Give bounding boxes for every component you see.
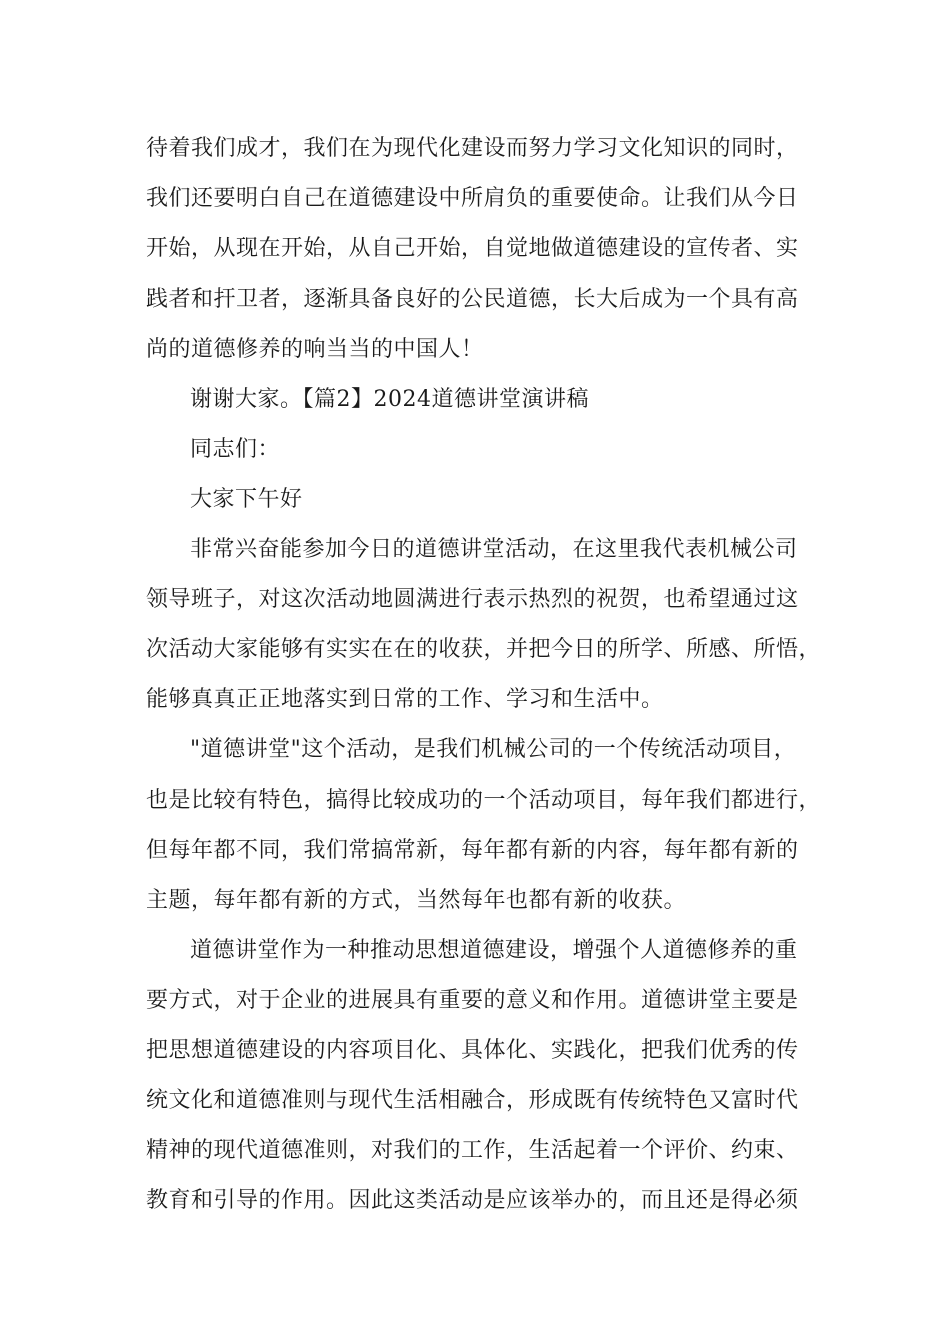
text-line: 统文化和道德准则与现代生活相融合，形成既有传统特色又富时代 (146, 1088, 799, 1113)
text-line: 开始，从现在开始，从自己开始，自觉地做道德建设的宣传者、实 (146, 236, 799, 261)
text-line: 谢谢大家。【篇2】2024道德讲堂演讲稿 (190, 387, 589, 412)
text-line: 能够真真正正地落实到日常的工作、学习和生活中。 (146, 687, 664, 712)
text-line: 道德讲堂作为一种推动思想道德建设，增强个人道德修养的重 (190, 938, 798, 963)
text-line: 待着我们成才，我们在为现代化建设而努力学习文化知识的同时， (146, 136, 799, 161)
text-line: 尚的道德修养的响当当的中国人！ (146, 337, 484, 362)
text-line: 主题，每年都有新的方式，当然每年也都有新的收获。 (146, 888, 687, 913)
text-line: 同志们： (190, 437, 281, 462)
text-line: 教育和引导的作用。因此这类活动是应该举办的，而且还是得必须 (146, 1188, 799, 1213)
text-line: 但每年都不同，我们常搞常新，每年都有新的内容，每年都有新的 (146, 838, 799, 863)
text-line: 我们还要明白自己在道德建设中所肩负的重要使命。让我们从今日 (146, 186, 799, 211)
text-line: "道德讲堂"这个活动，是我们机械公司的一个传统活动项目， (190, 737, 797, 762)
text-line: 大家下午好 (190, 487, 303, 512)
text-line: 次活动大家能够有实实在在的收获，并把今日的所学、所感、所悟， (146, 637, 822, 662)
text-line: 要方式，对于企业的进展具有重要的意义和作用。道德讲堂主要是 (146, 988, 799, 1013)
text-line: 把思想道德建设的内容项目化、具体化、实践化，把我们优秀的传 (146, 1038, 799, 1063)
text-line: 非常兴奋能参加今日的道德讲堂活动，在这里我代表机械公司 (190, 537, 798, 562)
text-line: 精神的现代道德准则，对我们的工作，生活起着一个评价、约束、 (146, 1138, 799, 1163)
text-line: 也是比较有特色，搞得比较成功的一个活动项目，每年我们都进行， (146, 788, 822, 813)
text-line: 领导班子，对这次活动地圆满进行表示热烈的祝贺，也希望通过这 (146, 587, 799, 612)
text-line: 践者和扞卫者，逐渐具备良好的公民道德，长大后成为一个具有高 (146, 287, 799, 312)
